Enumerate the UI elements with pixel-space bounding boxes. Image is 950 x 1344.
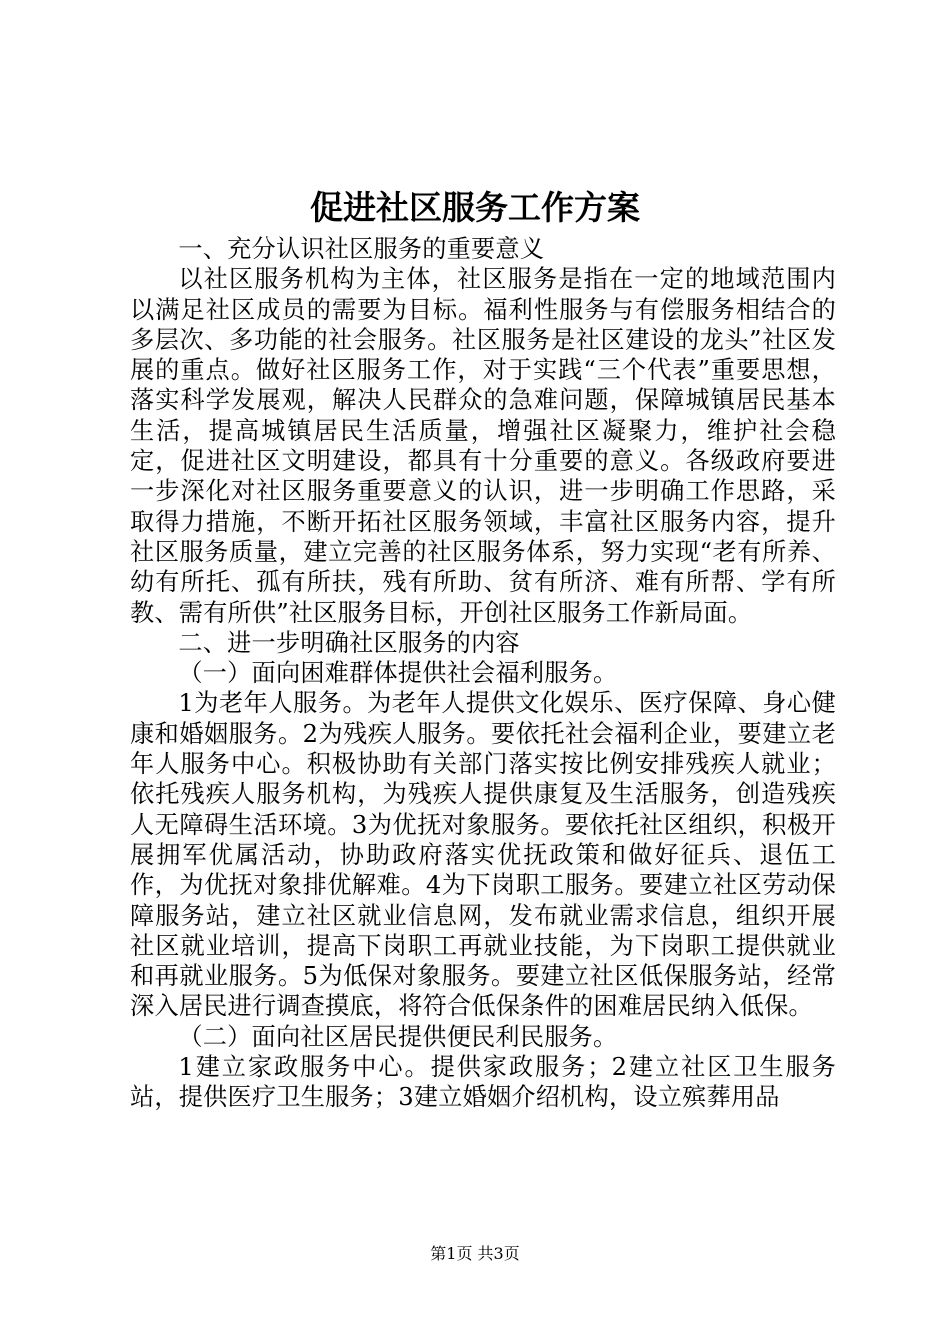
page-footer: 第1页 共3页 xyxy=(430,1244,520,1263)
subsection-heading-2: （二）面向社区居民提供便民利民服务。 xyxy=(178,1022,618,1051)
subsection-heading-1: （一）面向困难群体提供社会福利服务。 xyxy=(178,659,618,688)
document-title: 促进社区服务工作方案 xyxy=(310,188,640,227)
paragraph: 1为老年人服务。为老年人提供文化娱乐、医疗保障、身心健康和婚姻服务。2为残疾人服务。要依托社会福利企业，要建立老年人服务中心。积极协助有关部门落实按比例安排残疾人就业；依托残疾人服务机构，为残疾人提供康复及生活服务，创造残疾人无障碍生活环境。3为优抚对象服务。要依托社区组织，积极开展拥军优属活动，协助政府落实优抚政策和做好征兵、退伍工作，为优抚对象排优解难。4为下岗职工服务。要建立社区劳动保障服务站，建立社区就业信息网，发布就业需求信息，组织开展社区就业培训，提高下岗职工再就业技能，为下岗职工提供就业和再就业服务。5为低保对象服务。要建立社区低保服务站，经常深入居民进行调查摸底，将符合低保条件的困难居民纳入低保。 xyxy=(130,689,836,1021)
section-heading-1: 一、充分认识社区服务的重要意义 xyxy=(178,235,545,263)
document-body xyxy=(130,234,836,1113)
paragraph: 1建立家政服务中心。提供家政服务；2建立社区卫生服务站，提供医疗卫生服务；3建立婚姻介绍机构，设立殡葬用品 xyxy=(130,1053,836,1112)
paragraph: 以社区服务机构为主体，社区服务是指在一定的地域范围内以满足社区成员的需要为目标。福利性服务与有偿服务相结合的多层次、多功能的社会服务。社区服务是社区建设的龙头”社区发展的重点。做好社区服务工作，对于实践“三个代表”重要思想，落实科学发展观，解决人民群众的急难问题，保障城镇居民基本生活，提高城镇居民生活质量，增强社区凝聚力，维护社会稳定，促进社区文明建设，都具有十分重要的意义。各级政府要进一步深化对社区服务重要意义的认识，进一步明确工作思路，采取得力措施，不断开拓社区服务领域，丰富社区服务内容，提升社区服务质量，建立完善的社区服务体系，努力实现“老有所养、幼有所托、孤有所扶，残有所助、贫有所济、难有所帮、学有所教、需有所供”社区服务目标，开创社区服务工作新局面。 xyxy=(130,265,836,627)
section-heading-2: 二、进一步明确社区服务的内容 xyxy=(178,628,520,657)
